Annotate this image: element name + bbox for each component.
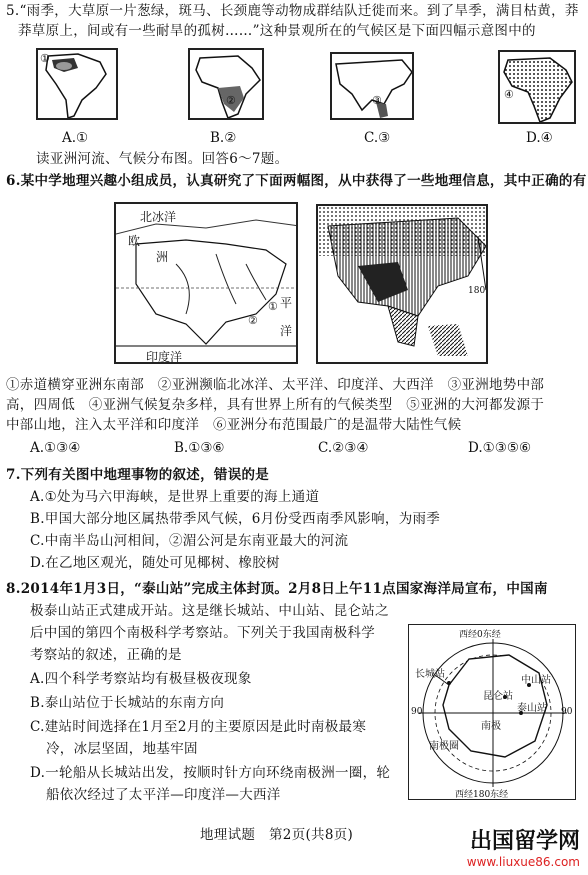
q8-option-c-1: C.建站时间选择在1月至2月的主要原因是此时南极最寒 bbox=[30, 719, 367, 735]
q6-statements-3: 中部山地，注入太平洋和印度洋 ⑥亚洲分布范围最广的是温带大陆性气候 bbox=[6, 417, 462, 433]
q7-option-d: D.在乙地区观光，随处可见椰树、橡胶树 bbox=[30, 555, 280, 571]
label-pacific-2: 洋 bbox=[280, 324, 293, 338]
q5-option-a: A.① bbox=[62, 130, 89, 146]
q8-line3: 后中国的第四个南极科学考察站。下列关于我国南极科学 bbox=[30, 625, 375, 641]
q6-statements-2: 高，四周低 ④亚洲气候复杂多样，具有世界上所有的气候类型 ⑤亚洲的大河都发源于 bbox=[6, 397, 545, 413]
label-90-east: 90 bbox=[561, 707, 573, 717]
watermark-url: www.liuxue86.com bbox=[466, 855, 580, 869]
marker-1: ① bbox=[268, 300, 278, 313]
label-0-meridian: 西经0东经 bbox=[459, 630, 501, 640]
q8-option-c-2: 冷，冰层坚固，地基牢固 bbox=[46, 741, 198, 757]
q8-option-a: A.四个科学考察站均有极昼极夜现象 bbox=[30, 671, 252, 687]
q8-option-d-2: 船依次经过了太平洋—印度洋—大西洋 bbox=[46, 787, 281, 803]
q5-option-b: B.② bbox=[210, 130, 237, 146]
south-america-map-icon bbox=[38, 50, 118, 120]
q7-option-b: B.甲国大部分地区属热带季风气候，6月份受西南季风影响，为雨季 bbox=[30, 511, 441, 527]
asia-rivers-map-icon bbox=[116, 204, 298, 364]
label-indian-ocean: 印度洋 bbox=[146, 350, 183, 364]
watermark-title: 出国留学网 bbox=[469, 829, 580, 854]
q5-line2: 莽草原上，间或有一些耐旱的孤树……”这种景观所在的气候区是下面四幅示意图中的 bbox=[18, 23, 536, 39]
antarctica-map-icon bbox=[409, 625, 576, 800]
label-zhou: 洲 bbox=[156, 250, 169, 264]
q5-option-d: D.④ bbox=[526, 130, 553, 146]
map-marker-2: ② bbox=[226, 94, 236, 107]
q6-option-d: D.①③⑤⑥ bbox=[468, 440, 532, 456]
map-marker-4: ④ bbox=[504, 88, 514, 101]
q7-option-c: C.中南半岛山河相间，②湄公河是东南亚最大的河流 bbox=[30, 533, 349, 549]
label-south-pole: 南极 bbox=[481, 721, 501, 732]
q6-rivers-map bbox=[114, 202, 298, 364]
q5-option-c: C.③ bbox=[364, 130, 391, 146]
label-changcheng: 长城站 bbox=[415, 669, 445, 680]
label-90-west: 90 bbox=[411, 707, 423, 717]
q5-map-3 bbox=[330, 52, 414, 120]
asia-climate-map-icon bbox=[318, 206, 488, 364]
label-taishan: 泰山站 bbox=[517, 703, 547, 714]
q8-line4: 考察站的叙述，正确的是 bbox=[30, 647, 182, 663]
page-footer: 地理试题 第2页(共8页) bbox=[200, 827, 354, 843]
label-antarctic-circle: 南极圈 bbox=[429, 741, 459, 752]
q6-option-a: A.①③④ bbox=[30, 440, 81, 456]
label-arctic-ocean: 北冰洋 bbox=[140, 210, 177, 224]
q7-stem: 7.下列有关图中地理事物的叙述，错误的是 bbox=[6, 467, 270, 483]
q5-line1: 5.“雨季，大草原一片葱绿，斑马、长颈鹿等动物成群结队迁徙而来。到了旱季，满目枯黄，莽 bbox=[6, 3, 579, 19]
map-marker-1: ① bbox=[40, 52, 50, 65]
watermark bbox=[467, 824, 580, 869]
label-180: 180 bbox=[468, 286, 486, 296]
q6-stem: 6.某中学地理兴趣小组成员，认真研究了下面两幅图，从中获得了一些地理信息，其中正确的有 bbox=[6, 173, 587, 189]
q8-line1: 8.2014年1月3日，“泰山站”完成主体封顶。2月8日上午11点国家海洋局宣布，中国南 bbox=[6, 581, 548, 597]
q5-map-1 bbox=[36, 48, 118, 120]
label-pacific-1: 平 bbox=[280, 296, 293, 310]
intro-line: 读亚洲河流、气候分布图。回答6～7题。 bbox=[36, 151, 289, 167]
africa-map-icon bbox=[190, 50, 264, 120]
asia-map-icon bbox=[332, 54, 414, 120]
marker-2: ② bbox=[248, 314, 258, 327]
q8-option-b: B.泰山站位于长城站的东南方向 bbox=[30, 695, 225, 711]
label-kunlun: 昆仑站 bbox=[483, 691, 513, 702]
q6-statements-1: ①赤道横穿亚洲东南部 ②亚洲濒临北冰洋、太平洋、印度洋、大西洋 ③亚洲地势中部 bbox=[6, 377, 545, 393]
q8-line2: 极泰山站正式建成开站。这是继长城站、中山站、昆仑站之 bbox=[30, 603, 389, 619]
label-europe: 欧 bbox=[128, 234, 141, 248]
q5-map-4 bbox=[498, 50, 576, 124]
q8-option-d-1: D.一轮船从长城站出发，按顺时针方向环绕南极洲一圈，轮 bbox=[30, 765, 391, 781]
q6-option-c: C.②③④ bbox=[318, 440, 369, 456]
label-zhongshan: 中山站 bbox=[521, 675, 551, 686]
q8-antarctica-map bbox=[408, 624, 576, 800]
q6-climate-map bbox=[316, 204, 488, 364]
q7-option-a: A.①处为马六甲海峡，是世界上重要的海上通道 bbox=[30, 489, 320, 505]
q5-map-2 bbox=[188, 48, 264, 120]
label-180-meridian: 西经180东经 bbox=[455, 790, 509, 800]
q6-option-b: B.①③⑥ bbox=[174, 440, 225, 456]
map-marker-3: ③ bbox=[372, 94, 382, 107]
